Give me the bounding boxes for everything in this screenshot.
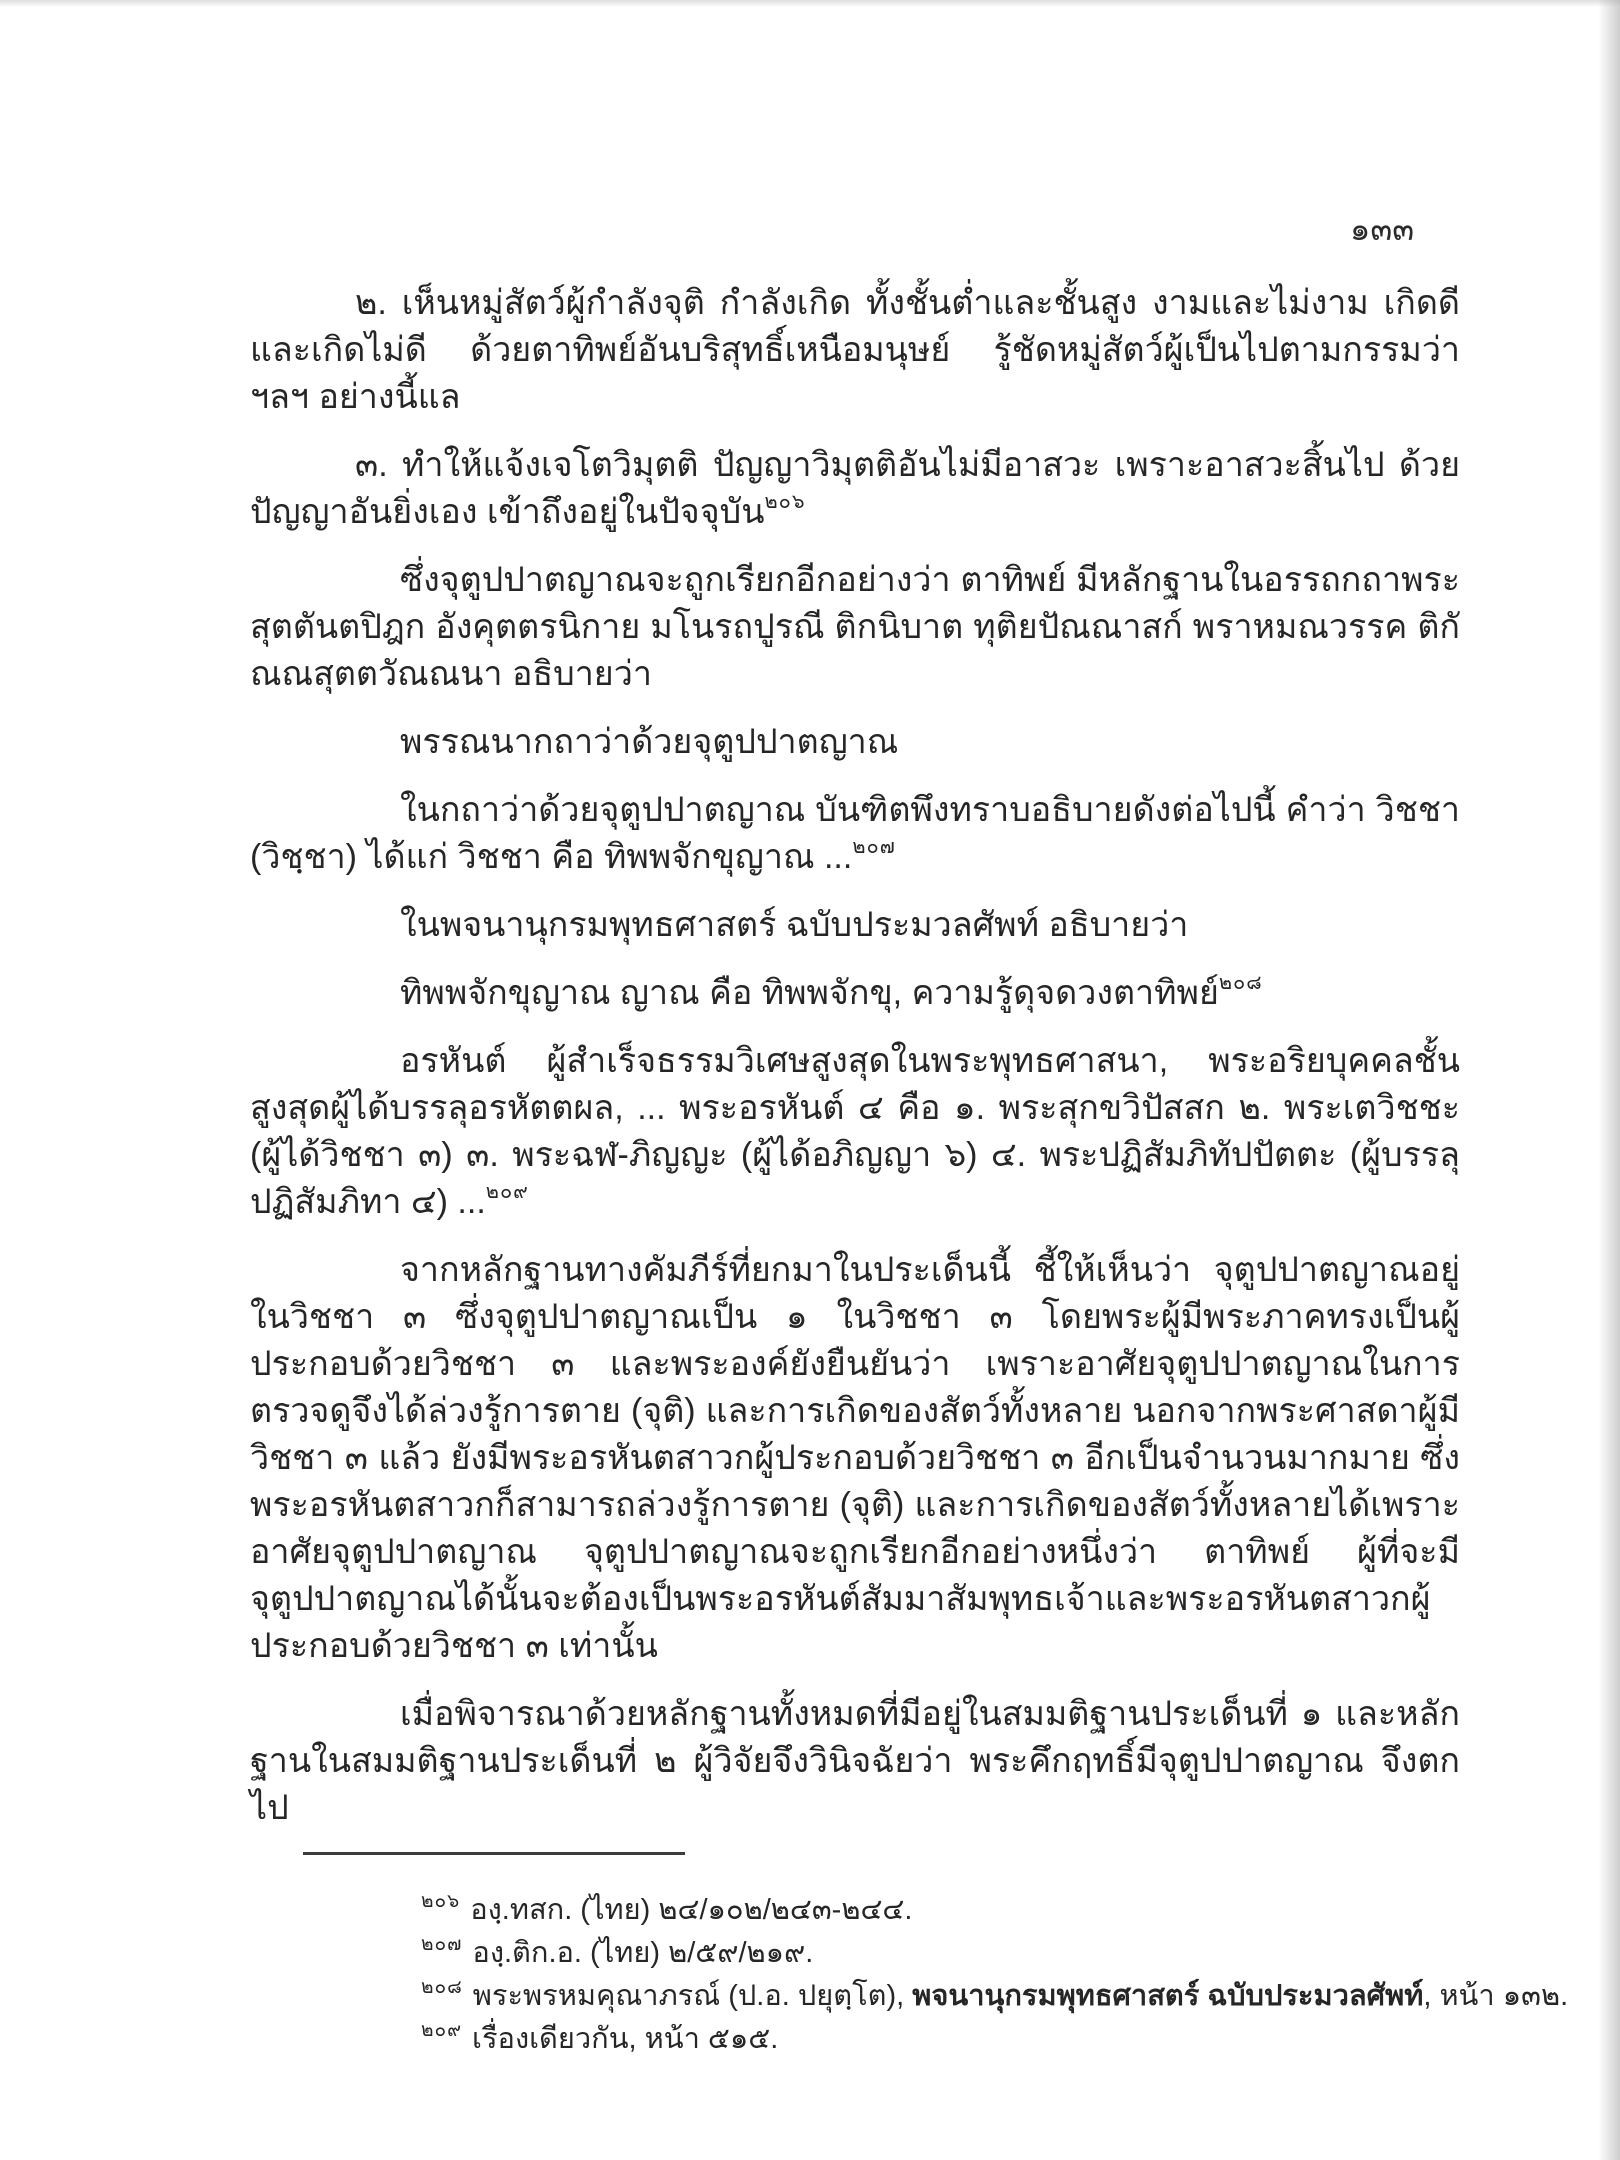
- paragraph: [250, 442, 1460, 536]
- footnote-number: ๒๐๖: [421, 1891, 461, 1912]
- paragraph-text: ๓. ทำให้แจ้งเจโตวิมุตติ ปัญญาวิมุตติอันไม่มีอาสวะ เพราะอาสวะสิ้นไป ด้วยปัญญาอันยิ่งเอง เข้าถึงอยู่ในปัจจุบัน: [250, 446, 1460, 531]
- paragraph: [250, 1691, 1460, 1832]
- paragraph: [250, 970, 1460, 1017]
- paragraph: [250, 280, 1460, 421]
- paragraph-text: พรรณนากถาว่าด้วยจุตูปปาตญาณ: [400, 723, 899, 761]
- footnote: [421, 1889, 1511, 1932]
- page-content: [250, 280, 1460, 1853]
- footnote-number: ๒๐๗: [421, 1934, 463, 1955]
- footnote-text: เรื่องเดียวกัน, หน้า ๕๑๕.: [472, 2023, 779, 2055]
- paragraph-text: ซึ่งจุตูปปาตญาณจะถูกเรียกอีกอย่างว่า ตาทิพย์ มีหลักฐานในอรรถกถาพระสุตตันตปิฎก อังคุตตรนิกาย มโนรถปูรณี ติกนิบาต ทุติยปัณณาสก์ พราหมณวรรค ติกัณณสุตตวัณณนา อธิบายว่า: [250, 561, 1460, 693]
- paragraph-text: ในพจนานุกรมพุทธศาสตร์ ฉบับประมวลศัพท์ อธิบายว่า: [400, 906, 1189, 944]
- footnote-separator: [303, 1852, 685, 1855]
- page-number: ๑๓๓: [1350, 211, 1415, 247]
- footnote-text-bold: พจนานุกรมพุทธศาสตร์ ฉบับประมวลศัพท์: [912, 1980, 1424, 2012]
- footnote: [421, 2018, 1511, 2061]
- paragraph: [250, 719, 1460, 766]
- footnote-text: องฺ.ติก.อ. (ไทย) ๒/๕๙/๒๑๙.: [472, 1937, 814, 1969]
- footnote: [421, 1932, 1511, 1975]
- footnote-ref: ๒๐๙: [485, 1181, 529, 1203]
- footnote-ref: ๒๐๘: [1218, 972, 1263, 994]
- paragraph: [250, 557, 1460, 698]
- paragraph-text: ทิพพจักขุญาณ ญาณ คือ ทิพพจักขุ, ความรู้ดุจดวงตาทิพย์: [400, 974, 1219, 1012]
- paragraph: [250, 902, 1460, 949]
- paragraph-text: เมื่อพิจารณาด้วยหลักฐานทั้งหมดที่มีอยู่ในสมมติฐานประเด็นที่ ๑ และหลักฐานในสมมติฐานประเด็นที่ ๒ ผู้วิจัยจึงวินิจฉัยว่า พระคึกฤทธิ์มีจุตูปปาตญาณ จึงตกไป: [250, 1695, 1460, 1827]
- paragraph: [250, 1038, 1460, 1226]
- footnote-text: พระพรหมคุณาภรณ์ (ป.อ. ปยุตฺโต),: [472, 1980, 913, 2012]
- page-edge-shadow-top: [0, 0, 1620, 7]
- paragraph-text: อรหันต์ ผู้สำเร็จธรรมวิเศษสูงสุดในพระพุทธศาสนา, พระอริยบุคคลชั้นสูงสุดผู้ได้บรรลุอรหัตตผล, ... พระอรหันต์ ๔ คือ ๑. พระสุกขวิปัสสก ๒. พระเตวิชชะ (ผู้ได้วิชชา ๓) ๓. พระฉฬ-ภิญญะ (ผู้ได้อภิญญา ๖) ๔. พระปฏิสัมภิทัปปัตตะ (ผู้บรรลุปฏิสัมภิทา ๔) ...: [250, 1042, 1460, 1221]
- footnote: [421, 1975, 1569, 2018]
- paragraph-text: ในกถาว่าด้วยจุตูปปาตญาณ บันฑิตพึงทราบอธิบายดังต่อไปนี้ คำว่า วิชชา (วิชฺชา) ได้แก่ วิชชา คือ ทิพพจักขุญาณ ...: [250, 791, 1460, 876]
- paragraph: [250, 787, 1460, 881]
- page-edge-shadow-right: [1598, 0, 1620, 2160]
- footnote-ref: ๒๐๖: [764, 491, 806, 513]
- footnote-number: ๒๐๘: [421, 1977, 463, 1998]
- paragraph-text: ๒. เห็นหมู่สัตว์ผู้กำลังจุติ กำลังเกิด ทั้งชั้นต่ำและชั้นสูง งามและไม่งาม เกิดดีและเกิดไม่ดี ด้วยตาทิพย์อันบริสุทธิ์เหนือมนุษย์ รู้ชัดหมู่สัตว์ผู้เป็นไปตามกรรมว่า ฯลฯ อย่างนี้แล: [250, 284, 1460, 416]
- paragraph: [250, 1247, 1460, 1670]
- footnote-ref: ๒๐๗: [852, 836, 896, 858]
- footnote-number: ๒๐๙: [421, 2020, 463, 2041]
- paragraph-text: จากหลักฐานทางคัมภีร์ที่ยกมาในประเด็นนี้ ชี้ให้เห็นว่า จุตูปปาตญาณอยู่ในวิชชา ๓ ซึ่งจุตูปปาตญาณเป็น ๑ ในวิชชา ๓ โดยพระผู้มีพระภาคทรงเป็นผู้ประกอบด้วยวิชชา ๓ และพระองค์ยังยืนยันว่า เพราะอาศัยจุตูปปาตญาณในการตรวจดูจึงได้ล่วงรู้การตาย (จุติ) และการเกิดของสัตว์ทั้งหลาย นอกจากพระศาสดาผู้มีวิชชา ๓ แล้ว ยังมีพระอรหันตสาวกผู้ประกอบด้วยวิชชา ๓ อีกเป็นจำนวนมากมาย ซึ่งพระอรหันตสาวกก็สามารถล่วงรู้การตาย (จุติ) และการเกิดของสัตว์ทั้งหลายได้เพราะอาศัยจุตูปปาตญาณ จุตูปปาตญาณจะถูกเรียกอีกอย่างหนึ่งว่า ตาทิพย์ ผู้ที่จะมีจุตูปปาตญาณได้นั้นจะต้องเป็นพระอรหันต์สัมมาสัมพุทธเจ้าและพระอรหันตสาวกผู้ประกอบด้วยวิชชา ๓ เท่านั้น: [250, 1251, 1460, 1665]
- footnotes: [421, 1889, 1569, 2061]
- footnote-text: , หน้า ๑๓๒.: [1423, 1980, 1569, 2012]
- footnote-text: องฺ.ทสก. (ไทย) ๒๔/๑๐๒/๒๔๓-๒๔๔.: [470, 1894, 913, 1926]
